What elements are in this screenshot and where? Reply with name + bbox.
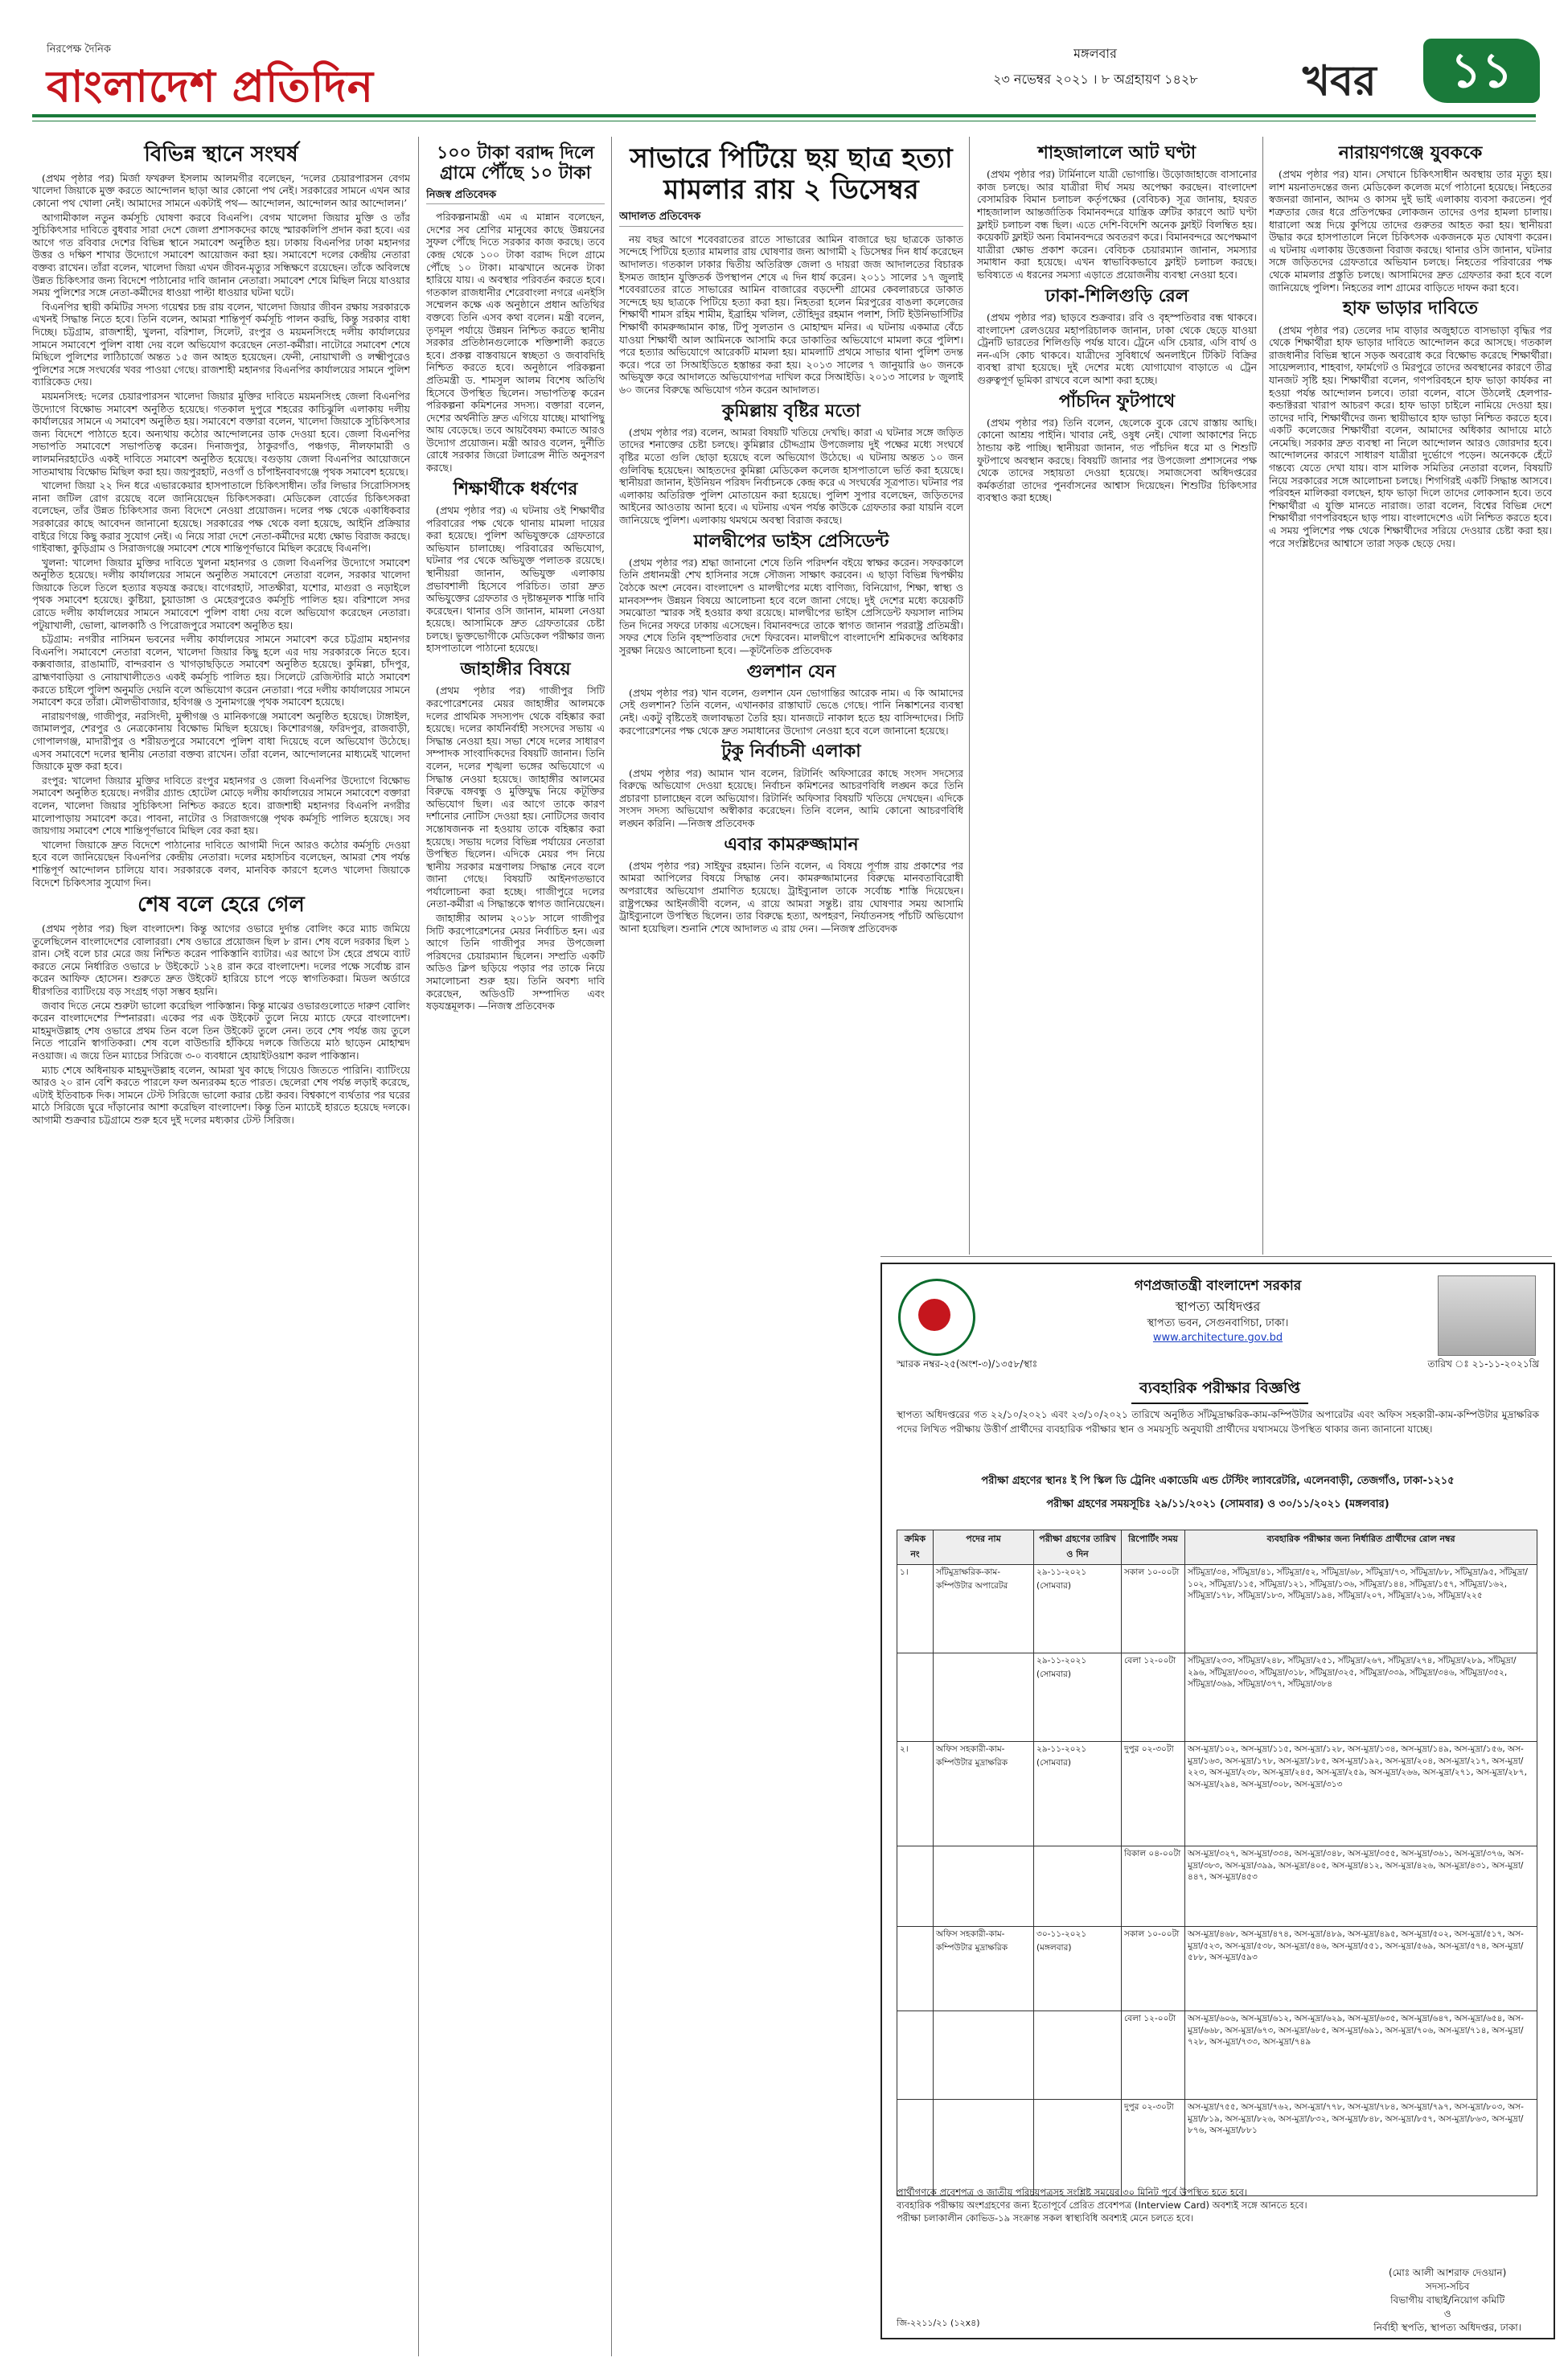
article-text: নারায়ণগঞ্জ, গাজীপুর, নরসিংদী, মুন্সীগঞ্জ ও মানিকগঞ্জে সমাবেশ অনুষ্ঠিত হয়েছে। টাঙ্গাইল, জামালপুর, শেরপুর ও নেত্রকোনায় বিক্ষোভ মিছিল হয়েছে। কিশোরগঞ্জ, ফরিদপুর, রাজবাড়ী, গোপালগঞ্জ, মাদারীপুর ও শরীয়তপুরে সমাবেশে পুলিশ বাধা দিয়েছে বলে অভিযোগ উঠেছে। এসব সমাবেশে দলের স্থানীয় নেতারা বক্তব্য রাখেন। তাঁরা বলেন, আন্দোলনের মাধ্যমেই খালেদা জিয়াকে মুক্ত করা হবে। [32,709,410,773]
article-text: (প্রথম পৃষ্ঠার পর) ছাড়বে শুক্রবার। রবি ও বৃহস্পতিবার বন্ধ থাকবে। বাংলাদেশ রেলওয়ের মহাপরিচালক জানান, ঢাকা থেকে ছেড়ে যাওয়া ট্রেনটি ভারতের শিলিগুড়ি পর্যন্ত যাবে। ট্রেনে এসি চেয়ার, এসি বার্থ ও নন-এসি কোচ থাকবে। যাত্রীদের সুবিধার্থে অনলাইনে টিকিট বিক্রির ব্যবস্থা রাখা হয়েছে। দুই দেশের মধ্যে যোগাযোগ বাড়াতে এ ট্রেন গুরুত্বপূর্ণ ভূমিকা রাখবে বলে আশা করা হচ্ছে। [977,310,1257,386]
article-text: পরিকল্পনামন্ত্রী এম এ মান্নান বলেছেন, দেশের সব শ্রেণির মানুষের কাছে উন্নয়নের সুফল পৌঁছে দিতে সরকার কাজ করছে। তবে কেন্দ্র থেকে ১০০ টাকা বরাদ্দ দিলে গ্রামে পৌঁছে ১০ টাকা। মাঝখানে অনেক টাকা হারিয়ে যায়। এ অবস্থার পরিবর্তন করতে হবে। গতকাল রাজধানীর শেরেবাংলা নগরে এনইসি সম্মেলন কক্ষে এক অনুষ্ঠানে প্রধান অতিথির বক্তব্যে তিনি এসব কথা বলেন। মন্ত্রী বলেন, তৃণমূল পর্যায়ে উন্নয়ন নিশ্চিত করতে স্থানীয় সরকার প্রতিষ্ঠানগুলোকে শক্তিশালী করতে হবে। প্রকল্প বাস্তবায়নে স্বচ্ছতা ও জবাবদিহি নিশ্চিত করতে হবে। অনুষ্ঠানে পরিকল্পনা প্রতিমন্ত্রী ড. শামসুল আলম বিশেষ অতিথি হিসেবে উপস্থিত ছিলেন। সভাপতিত্ব করেন পরিকল্পনা কমিশনের সদস্য। বক্তারা বলেন, দেশের অর্থনীতি দ্রুত এগিয়ে যাচ্ছে। মাথাপিছু আয় বেড়েছে। তবে আয়বৈষম্য কমাতে আরও উদ্যোগ প্রয়োজন। মন্ত্রী আরও বলেন, দুর্নীতি রোধে সরকার জিরো টলারেন্স নীতি অনুসরণ করছে। [426,211,605,474]
headline: শিক্ষার্থীকে ধর্ষণের [453,478,578,499]
notice-notes [897,2186,1539,2224]
table-header: পরীক্ষা গ্রহণের তারিখ ও দিন [1034,1530,1122,1565]
article-text: (প্রথম পৃষ্ঠার পর) বলেন, আমরা বিষয়টি খতিয়ে দেখছি। কারা এ ঘটনার সঙ্গে জড়িত তাদের শনাক্তের চেষ্টা চলছে। কুমিল্লার চৌদ্দগ্রাম উপজেলায় দুই পক্ষের মধ্যে সংঘর্ষে বৃষ্টির মতো গুলি ছোড়া হয়েছে বলে অভিযোগ উঠেছে। এ ঘটনায় অন্তত ১০ জন গুলিবিদ্ধ হয়েছেন। আহতদের কুমিল্লা মেডিকেল কলেজ হাসপাতালে ভর্তি করা হয়েছে। স্থানীয়রা জানান, ইউনিয়ন পরিষদ নির্বাচনকে কেন্দ্র করে এ সংঘর্ষের সূত্রপাত। ঘটনার পর এলাকায় অতিরিক্ত পুলিশ মোতায়েন করা হয়েছে। পুলিশ সুপার বলেছেন, জড়িতদের আইনের আওতায় আনা হবে। এ ঘটনায় এখন পর্যন্ত কাউকে গ্রেফতার করা যায়নি বলে জানিয়েছে পুলিশ। এলাকায় থমথমে অবস্থা বিরাজ করছে। [619,425,963,526]
serial [897,1653,934,1742]
table-row [897,2100,1537,2196]
table-row [897,1565,1537,1653]
reporting-time: বিকাল ০৪-০০টা [1122,1846,1185,1927]
roll-numbers: অস-মুদ্রা/৪৬৮, অস-মুদ্রা/৪৭৪, অস-মুদ্রা/৪৮৯, অস-মুদ্রা/৪৯৫, অস-মুদ্রা/৫০২, অস-মুদ্রা/৫১৭, অস-মুদ্রা/৫২৩, অস-মুদ্রা/৫৩৮, অস-মুদ্রা/৫৪৬, অস-মুদ্রা/৫৫১, অস-মুদ্রা/৫৬৯, অস-মুদ্রা/৫৭৪, অস-মুদ্রা/৫৮৮, অস-মুদ্রা/৫৯৩ [1185,1927,1537,2011]
byline: নিজস্ব প্রতিবেদক [426,189,605,205]
headline: নারায়ণগঞ্জে যুবককে [1338,142,1483,163]
date-line: ২৩ নভেম্বর ২০২১ । ৮ অগ্রহায়ণ ১৪২৮ [993,72,1198,87]
table-header: ক্রমিক নং [897,1530,934,1565]
roll-numbers: অস-মুদ্রা/৩২৭, অস-মুদ্রা/৩৩৪, অস-মুদ্রা/৩৪৮, অস-মুদ্রা/৩৫৫, অস-মুদ্রা/৩৬১, অস-মুদ্রা/৩৭৬, অস-মুদ্রা/৩৮৩, অস-মুদ্রা/৩৯৯, অস-মুদ্রা/৪০৫, অস-মুদ্রা/৪১২, অস-মুদ্রা/৪২৬, অস-মুদ্রা/৪৩১, অস-মুদ্রা/৪৪৭, অস-মুদ্রা/৪৫৩ [1185,1846,1537,1927]
article-text: জবাব দিতে নেমে শুরুটা ভালো করেছিল পাকিস্তান। কিন্তু মাঝের ওভারগুলোতে দারুণ বোলিং করেন বাংলাদেশের স্পিনাররা। একের পর এক উইকেট তুলে নিয়ে ম্যাচে ফেরে বাংলাদেশ। মাহমুদউল্লাহ শেষ ওভারে প্রথম তিন বলে তিন উইকেট তুলে নেন। তবে শেষ পর্যন্ত জয় তুলে নিতে পারেনি স্বাগতিকরা। শেষ বলে বাউন্ডারি হাঁকিয়ে দলকে জিতিয়ে মাঠ ছাড়েন মোহাম্মদ নওয়াজ। এ জয়ে তিন ম্যাচের সিরিজে ৩-০ ব্যবধানে হোয়াইটওয়াশ করল পাকিস্তান। [32,999,410,1062]
signatory-office: নির্বাহী স্থপতি, স্থাপত্য অধিদপ্তর, ঢাকা। [1373,2322,1521,2333]
article-column-1 [32,138,410,2348]
article-text: জাহাঙ্গীর আলম ২০১৮ সালে গাজীপুর সিটি করপোরেশনের মেয়র নির্বাচিত হন। এর আগে তিনি গাজীপুর সদর উপজেলা পরিষদের চেয়ারম্যান ছিলেন। সম্প্রতি একটি অডিও ক্লিপ ছড়িয়ে পড়ার পর তাকে নিয়ে সমালোচনা শুরু হয়। তিনি অবশ্য দাবি করেছেন, অডিওটি সম্পাদিত এবং ষড়যন্ত্রমূলক। —নিজস্ব প্রতিবেদক [426,912,605,1012]
article-text: (প্রথম পৃষ্ঠার পর) খান বলেন, গুলশান যেন ভোগান্তির আরেক নাম। এ কি আমাদের সেই গুলশান? তিনি বলেন, এখানকার রাস্তাঘাট ভেঙে গেছে। পানি নিষ্কাশনের ব্যবস্থা নেই। একটু বৃষ্টিতেই জলাবদ্ধতা তৈরি হয়। যানজটে নাকাল হতে হয় বাসিন্দাদের। সিটি করপোরেশনের পক্ষ থেকে দ্রুত সমাধানের উদ্যোগ নেওয়া হবে বলে জানানো হয়েছে। [619,686,963,737]
article-text: (প্রথম পৃষ্ঠার পর) তেলের দাম বাড়ার অজুহাতে বাসভাড়া বৃদ্ধির পর থেকে শিক্ষার্থীরা হাফ ভাড়ার দাবিতে আন্দোলন করে আসছে। গতকাল রাজধানীর বিভিন্ন স্থানে সড়ক অবরোধ করে বিক্ষোভ করেছে শিক্ষার্থীরা। সায়েন্সল্যাব, শাহবাগ, ফার্মগেট ও মিরপুরে তাদের অবস্থানের কারণে তীব্র যানজট সৃষ্টি হয়। শিক্ষার্থীরা বলেন, গণপরিবহনে হাফ ভাড়া কার্যকর না হওয়া পর্যন্ত আন্দোলন চলবে। তারা বলেন, বাসে উঠলেই হেলপার-কন্ডাক্টররা খারাপ আচরণ করে। হাফ ভাড়া চাইলে নামিয়ে দেওয়া হয়। তাদের দাবি, শিক্ষার্থীদের জন্য স্থায়ীভাবে হাফ ভাড়া নিশ্চিত করতে হবে। একটি কলেজের শিক্ষার্থীরা বলেন, আমাদের অধিকার আদায়ে মাঠে নেমেছি। সরকার দ্রুত ব্যবস্থা না নিলে আন্দোলন আরও জোরদার হবে। আন্দোলনের কারণে সাধারণ যাত্রীরা দুর্ভোগে পড়েন। অনেককে হেঁটে গন্তব্যে যেতে দেখা যায়। বাস মালিক সমিতির নেতারা বলেন, বিষয়টি নিয়ে সরকারের সঙ্গে আলোচনা চলছে। শিগগিরই একটি সিদ্ধান্ত আসবে। পরিবহন মালিকরা বলছেন, হাফ ভাড়া দিলে তাদের লোকসান হবে। তবে শিক্ষার্থীরা এ যুক্তি মানতে নারাজ। তারা বলেন, বিশ্বের বিভিন্ন দেশে শিক্ষার্থীরা গণপরিবহনে ছাড় পায়। বাংলাদেশেও এটা নিশ্চিত করতে হবে। এ সময় পুলিশের পক্ষ থেকে শিক্ষার্থীদের সরিয়ে দেওয়ার চেষ্টা করা হয়। পরে সংশ্লিষ্টদের আশ্বাসে তারা সড়ক ছেড়ে দেয়। [1269,323,1552,549]
table-header-row [897,1530,1537,1565]
byline: আদালত প্রতিবেদক [619,211,963,227]
section-title: খবর [1303,56,1377,105]
headline: গুলশান যেন [746,660,836,682]
signatory-committee: বিভাগীয় বাছাই/নিয়োগ কমিটি [1390,2294,1505,2306]
article-text: (প্রথম পৃষ্ঠার পর) শ্রদ্ধা জানানো শেষে তিনি পরিদর্শন বইয়ে স্বাক্ষর করেন। সফরকালে তিনি প্রধানমন্ত্রী শেখ হাসিনার সঙ্গে সৌজন্য সাক্ষাৎ করবেন। এ ছাড়া বিভিন্ন দ্বিপক্ষীয় বৈঠকে অংশ নেবেন। বাংলাদেশ ও মালদ্বীপের মধ্যে বাণিজ্য, বিনিয়োগ, শিক্ষা, স্বাস্থ্য ও মানবসম্পদ উন্নয়ন বিষয়ে আলোচনা হবে বলে জানা গেছে। দুই দেশের মধ্যে কয়েকটি সমঝোতা স্মারক সই হওয়ার কথা রয়েছে। মালদ্বীপের ভাইস প্রেসিডেন্ট ফয়সাল নাসিম তিন দিনের সফরে ঢাকায় এসেছেন। বিমানবন্দরে তাকে স্বাগত জানান পররাষ্ট্র প্রতিমন্ত্রী। সফর শেষে তিনি বৃহস্পতিবার দেশে ফিরবেন। মালদ্বীপে বাংলাদেশি শ্রমিকদের অধিকার সুরক্ষা নিয়েও আলোচনা হবে। —কূটনৈতিক প্রতিবেদক [619,556,963,656]
exam-venue: পরীক্ষা গ্রহণের স্থানঃ ই পি স্কিল ডি ট্রেনিং একাডেমি এন্ড টেস্টিং ল্যাবরেটরি, এলেনবাড়ী, তেজগাঁও, ঢাকা-১২১৫ [981,1475,1455,1487]
table-row [897,1742,1537,1846]
article-text: (প্রথম পৃষ্ঠার পর) সাইফুর রহমান। তিনি বলেন, এ বিষয়ে পূর্ণাঙ্গ রায় প্রকাশের পর আমরা আপিলের বিষয়ে সিদ্ধান্ত নেব। কামরুজ্জামানের বিরুদ্ধে মানবতাবিরোধী অপরাধের অভিযোগ প্রমাণিত হয়েছে। ট্রাইব্যুনাল তাকে সর্বোচ্চ শাস্তি দিয়েছেন। রাষ্ট্রপক্ষের আইনজীবী বলেন, এ রায়ে আমরা সন্তুষ্ট। রায় ঘোষণার সময় আসামি ট্রাইব্যুনালে উপস্থিত ছিলেন। তার বিরুদ্ধে হত্যা, অপহরণ, নির্যাতনসহ পাঁচটি অভিযোগ আনা হয়েছিল। শুনানি শেষে আদালত এ রায় দেন। —নিজস্ব প্রতিবেদক [619,859,963,934]
exam-date: ৩০-১১-২০২১ (মঙ্গলবার) [1034,1927,1122,2011]
roll-numbers: অস-মুদ্রা/৬০৬, অস-মুদ্রা/৬১২, অস-মুদ্রা/৬২৯, অস-মুদ্রা/৬৩৫, অস-মুদ্রা/৬৪৭, অস-মুদ্রা/৬৫৪, অস-মুদ্রা/৬৬৮, অস-মুদ্রা/৬৭৩, অস-মুদ্রা/৬৮৫, অস-মুদ্রা/৬৯১, অস-মুদ্রা/৭০৬, অস-মুদ্রা/৭১৪, অস-মুদ্রা/৭২৮, অস-মুদ্রা/৭৩৩, অস-মুদ্রা/৭৪৯ [1185,2011,1537,2100]
headline: সাভারে পিটিয়ে ছয় ছাত্র হত্যা মামলার রায় ২ ডিসেম্বর [630,142,953,207]
roll-numbers: সাঁটমুদ্রা/৩৪, সাঁটমুদ্রা/৪১, সাঁটমুদ্রা/৫২, সাঁটমুদ্রা/৬৮, সাঁটমুদ্রা/৭৩, সাঁটমুদ্রা/৮৮, সাঁটমুদ্রা/৯৫, সাঁটমুদ্রা/১০২, সাঁটমুদ্রা/১১৫, সাঁটমুদ্রা/১২১, সাঁটমুদ্রা/১৩৬, সাঁটমুদ্রা/১৪৪, সাঁটমুদ্রা/১৫৭, সাঁটমুদ্রা/১৬২, সাঁটমুদ্রা/১৭৮, সাঁটমুদ্রা/১৮৩, সাঁটমুদ্রা/১৯৪, সাঁটমুদ্রা/২০৭, সাঁটমুদ্রা/২১৬, সাঁটমুদ্রা/২২৫ [1185,1565,1537,1653]
serial: ২। [897,1742,934,1846]
logo-tagline: নিরপেক্ষ দৈনিক [47,43,112,55]
note-item: প্রার্থীগণকে প্রবেশপত্র ও জাতীয় পরিচয়পত্রসহ সংশ্লিষ্ট সময়ের ৩০ মিনিট পূর্বে উপস্থিত হতে হবে। [897,2187,1248,2198]
table-row [897,1846,1537,1927]
post-name [934,2011,1034,2100]
article-text: (প্রথম পৃষ্ঠার পর) ছিল বাংলাদেশ। কিন্তু আগের ওভারে দুর্দান্ত বোলিং করে ম্যাচ জমিয়ে তুলেছিলেন বাংলাদেশের বোলাররা। শেষ ওভারে প্রয়োজন ছিল ৮ রান। শেষ বলে দরকার ছিল ১ রান। সেই বলে চার মেরে জয় নিশ্চিত করেন পাকিস্তানি ব্যাটার। এর আগে টস হেরে প্রথমে ব্যাট করতে নেমে নির্ধারিত ওভারে ৮ উইকেটে ১২৪ রান করে বাংলাদেশ। দলের পক্ষে সর্বোচ্চ রান করেন আফিফ হোসেন। শুরুতে দ্রুত উইকেট হারিয়ে চাপে পড়ে স্বাগতিকরা। মিডল অর্ডারে ধীরগতির ব্যাটিংয়ে বড় সংগ্রহ গড়া সম্ভব হয়নি। [32,922,410,997]
article-text: বিএনপির স্থায়ী কমিটির সদস্য গয়েশ্বর চন্দ্র রায় বলেন, খালেদা জিয়ার জীবন রক্ষায় সরকারকে এখনই সিদ্ধান্ত নিতে হবে। তিনি বলেন, আমরা শান্তিপূর্ণ কর্মসূচি পালন করছি, কিন্তু সরকার বাধা দিচ্ছে। চট্টগ্রাম, রাজশাহী, খুলনা, বরিশাল, সিলেট, রংপুর ও ময়মনসিংহে দলীয় কার্যালয়ের সামনে সমাবেশে পুলিশ বাধা দেয় বলে অভিযোগ করেছেন নেতা-কর্মীরা। নাটোরে সমাবেশ শেষে মিছিলে পুলিশের লাঠিচার্জে অন্তত ১৫ জন আহত হয়েছেন। ফেনী, নোয়াখালী ও লক্ষ্মীপুরেও পুলিশের সঙ্গে সংঘর্ষের খবর পাওয়া গেছে। রাজশাহী মহানগর বিএনপির কার্যালয়ের সামনে পুলিশ ব্যারিকেড দেয়। [32,300,410,388]
article-text: আগামীকাল নতুন কর্মসূচি ঘোষণা করবে বিএনপি। বেগম খালেদা জিয়ার মুক্তি ও তাঁর সুচিকিৎসার দাবিতে বুধবার সারা দেশে জেলা প্রশাসকদের কাছে স্মারকলিপি প্রদান করা হবে। এর আগে গত রবিবার দেশের বিভিন্ন স্থানে সমাবেশ অনুষ্ঠিত হয়। ঢাকায় বিএনপির ঢাকা মহানগর উত্তর ও দক্ষিণ শাখার উদ্যোগে সমাবেশ আয়োজন করা হয়। সমাবেশে দলের কেন্দ্রীয় নেতারা বক্তব্য রাখেন। তাঁরা বলেন, খালেদা জিয়া এখন জীবন-মৃত্যুর সন্ধিক্ষণে রয়েছেন। তাঁকে অবিলম্বে উন্নত চিকিৎসার জন্য বিদেশে পাঠানোর দাবি জানান নেতারা। সমাবেশ শেষে মিছিল নিয়ে যাওয়ার সময় পুলিশের সঙ্গে নেতা-কর্মীদের ধাওয়া পাল্টা ধাওয়ার ঘটনা ঘটে। [32,211,410,299]
table-header: ব্যবহারিক পরীক্ষার জন্য নির্ধারিত প্রার্থীদের রোল নম্বর [1185,1530,1537,1565]
roll-numbers: অস-মুদ্রা/১০২, অস-মুদ্রা/১১৫, অস-মুদ্রা/১২৮, অস-মুদ্রা/১৩৪, অস-মুদ্রা/১৪৯, অস-মুদ্রা/১৫৬, অস-মুদ্রা/১৬৩, অস-মুদ্রা/১৭৮, অস-মুদ্রা/১৮৫, অস-মুদ্রা/১৯২, অস-মুদ্রা/২০৪, অস-মুদ্রা/২১৭, অস-মুদ্রা/২২৩, অস-মুদ্রা/২৩৮, অস-মুদ্রা/২৪৫, অস-মুদ্রা/২৫৯, অস-মুদ্রা/২৬৬, অস-মুদ্রা/২৭১, অস-মুদ্রা/২৮৭, অস-মুদ্রা/২৯৪, অস-মুদ্রা/৩০৮, অস-মুদ্রা/৩১৩ [1185,1742,1537,1846]
serial [897,1927,934,2011]
serial [897,1846,934,1927]
article-text: খুলনা: খালেদা জিয়ার মুক্তির দাবিতে খুলনা মহানগর ও জেলা বিএনপির উদ্যোগে সমাবেশ অনুষ্ঠিত হয়েছে। দলীয় কার্যালয়ের সামনে অনুষ্ঠিত সমাবেশে নেতারা বলেন, সরকার খালেদা জিয়াকে তিলে তিলে হত্যার ষড়যন্ত্র করছে। বাগেরহাট, সাতক্ষীরা, যশোর, মাগুরা ও নড়াইলে পৃথক সমাবেশ হয়েছে। কুষ্টিয়া, চুয়াডাঙ্গা ও মেহেরপুরেও কর্মসূচি পালিত হয়। বরিশালে সদর রোডে দলীয় কার্যালয়ের সামনে সমাবেশে পুলিশ বাধা দেয় বলে অভিযোগ করেছেন নেতারা। পটুয়াখালী, ভোলা, ঝালকাঠি ও পিরোজপুরে সমাবেশ অনুষ্ঠিত হয়। [32,556,410,631]
headline: এবার কামরুজ্জামান [724,833,859,855]
government-notice [880,1263,1555,2339]
article-text: নয় বছর আগে শবেবরাতের রাতে সাভারের আমিন বাজারে ছয় ছাত্রকে ডাকাত সন্দেহে পিটিয়ে হত্যার মামলার রায় ঘোষণার জন্য আগামী ২ ডিসেম্বর দিন ধার্য করেছেন আদালত। গতকাল ঢাকার দ্বিতীয় অতিরিক্ত জেলা ও দায়রা জজ আদালতের বিচারক ইসমত জাহান যুক্তিতর্ক উপস্থাপন শেষে এ দিন ধার্য করেন। ২০১১ সালের ১৭ জুলাই শবেবরাতের রাতে সাভারের আমিন বাজারের বড়দেশী গ্রামের কেবলারচরে ডাকাত সন্দেহে ছয় ছাত্রকে পিটিয়ে হত্যা করা হয়। নিহতরা হলেন মিরপুরের বাঙলা কলেজের শিক্ষার্থী শামস রহিম শামীম, ইব্রাহিম খলিল, তৌহিদুর রহমান পলাশ, সিটি ইউনিভার্সিটির শিক্ষার্থী কামরুজ্জামান কান্ত, টিপু সুলতান ও মোহাম্মদ মনির। এ ঘটনায় একমাত্র বেঁচে যাওয়া শিক্ষার্থী আল আমিনকে আসামি করে ডাকাতির অভিযোগে মামলা করে পুলিশ। পরে হত্যার অভিযোগে আরেকটি মামলা হয়। মামলাটি প্রথমে সাভার থানা পুলিশ তদন্ত করে। পরে তা সিআইডিতে হস্তান্তর করা হয়। ২০১৩ সালের ৭ জানুয়ারি ৬০ জনকে অভিযুক্ত করে আদালতে অভিযোগপত্র দাখিল করে সিআইডি। ২০১৩ সালের ৮ জুলাই ৬০ জনের বিরুদ্ধে অভিযোগ গঠন করেন আদালত। [619,232,963,396]
weekday: মঙ্গলবার [1073,46,1117,61]
headline: ঢাকা-শিলিগুড়ি রেল [1045,285,1189,306]
notice-department: স্থাপত্য অধিদপ্তর [1175,1299,1261,1314]
newspaper-logo: বাংলাদেশ প্রতিদিন [47,60,374,112]
post-name: অফিস সহকারী-কাম-কম্পিউটার মুদ্রাক্ষরিক [934,1927,1034,2011]
reporting-time: বেলা ১২-০০টা [1122,2011,1185,2100]
post-name: সাঁটমুদ্রাক্ষরিক-কাম-কম্পিউটার অপারেটর [934,1565,1034,1653]
post-name [934,1846,1034,1927]
headline: মালদ্বীপের ভাইস প্রেসিডেন্ট [693,530,889,552]
notice-website-link[interactable]: www.architecture.gov.bd [1152,1332,1283,1344]
column-divider [418,137,419,2356]
headline: ১০০ টাকা বরাদ্দ দিলে গ্রামে পৌঁছে ১০ টাকা [436,142,595,184]
article-column-2 [426,138,605,2348]
post-name [934,2100,1034,2196]
article-text: (প্রথম পৃষ্ঠার পর) তিনি বলেন, ছেলেকে বুকে রেখে রাস্তায় আছি। কোনো আশ্রয় পাইনি। খাবার নেই, ওষুধ নেই। খোলা আকাশের নিচে ঠান্ডায় কষ্ট পাচ্ছি। স্থানীয়রা জানান, গত পাঁচদিন ধরে মা ও শিশুটি ফুটপাথে অবস্থান করছে। বিষয়টি জানার পর উপজেলা প্রশাসনের পক্ষ থেকে তাদের সহায়তা দেওয়া হয়েছে। সমাজসেবা অধিদপ্তরের কর্মকর্তারা তাদের পুনর্বাসনের আশ্বাস দিয়েছেন। শিশুটির চিকিৎসার ব্যবস্থাও করা হচ্ছে। [977,416,1257,504]
notice-body: স্থাপত্য অধিদপ্তরের গত ২২/১০/২০২১ এবং ২৩/১০/২০২১ তারিখে অনুষ্ঠিত সাঁটমুদ্রাক্ষরিক-কাম-কম্পিউটার অপারেটর এবং অফিস সহকারী-কাম-কম্পিউটার মুদ্রাক্ষরিক পদের লিখিত পরীক্ষায় উত্তীর্ণ প্রার্থীদের ব্যবহারিক পরীক্ষার স্থান ও সময়সূচি অনুযায়ী প্রার্থীদের যথাসময়ে উপস্থিত থাকার জন্য জানানো যাচ্ছে। [897,1409,1539,1435]
roll-numbers: সাঁটমুদ্রা/২৩৩, সাঁটমুদ্রা/২৪৮, সাঁটমুদ্রা/২৫১, সাঁটমুদ্রা/২৬৭, সাঁটমুদ্রা/২৭৪, সাঁটমুদ্রা/২৮৯, সাঁটমুদ্রা/২৯৬, সাঁটমুদ্রা/৩০৩, সাঁটমুদ্রা/৩১৮, সাঁটমুদ্রা/৩২৫, সাঁটমুদ্রা/৩৩৯, সাঁটমুদ্রা/৩৪৬, সাঁটমুদ্রা/৩৫২, সাঁটমুদ্রা/৩৬৯, সাঁটমুদ্রা/৩৭৭, সাঁটমুদ্রা/৩৮৪ [1185,1653,1537,1742]
roll-numbers: অস-মুদ্রা/৭৫৫, অস-মুদ্রা/৭৬২, অস-মুদ্রা/৭৭৮, অস-মুদ্রা/৭৮৪, অস-মুদ্রা/৭৯৭, অস-মুদ্রা/৮০৩, অস-মুদ্রা/৮১৯, অস-মুদ্রা/৮২৬, অস-মুদ্রা/৮৩২, অস-মুদ্রা/৮৪৮, অস-মুদ্রা/৮৫৭, অস-মুদ্রা/৮৬৩, অস-মুদ্রা/৮৭৬, অস-মুদ্রা/৮৮১ [1185,2100,1537,2196]
reporting-time: সকাল ১০-০০টা [1122,1927,1185,2011]
serial [897,2011,934,2100]
article-lead: (প্রথম পৃষ্ঠার পর) মির্জা ফখরুল ইসলাম আলমগীর বলেছেন, ‘দলের চেয়ারপারসন বেগম খালেদা জিয়াকে মুক্ত করতে আন্দোলন ছাড়া আর কোনো পথ নেই। সরকারের সামনে এখন আর কোনো পথ খোলা নেই। আমাদের সামনে একটাই পথ— আন্দোলন, আন্দোলন আর আন্দোলন।’ [32,171,410,210]
article-column-4 [977,138,1257,1248]
headline: কুমিল্লায় বৃষ্টির মতো [722,400,860,421]
post-name [934,1653,1034,1742]
article-text: (প্রথম পৃষ্ঠার পর) গাজীপুর সিটি করপোরেশনের মেয়র জাহাঙ্গীর আলমকে দলের প্রাথমিক সদস্যপদ থেকে বহিষ্কার করা হয়েছে। দলের কার্যনির্বাহী সংসদের সভায় এ সিদ্ধান্ত নেওয়া হয়। সভা শেষে দলের সাধারণ সম্পাদক সাংবাদিকদের বিষয়টি জানান। তিনি বলেন, দলের শৃঙ্খলা ভঙ্গের অভিযোগে এ সিদ্ধান্ত নেওয়া হয়েছে। জাহাঙ্গীর আলমের বিরুদ্ধে বঙ্গবন্ধু ও মুক্তিযুদ্ধ নিয়ে কটূক্তির অভিযোগ ছিল। এর আগে তাকে কারণ দর্শানোর নোটিস দেওয়া হয়। নোটিসের জবাব সন্তোষজনক না হওয়ায় তাকে বহিষ্কার করা হয়েছে। সভায় দলের বিভিন্ন পর্যায়ের নেতারা উপস্থিত ছিলেন। এদিকে মেয়র পদ নিয়ে স্থানীয় সরকার মন্ত্রণালয় সিদ্ধান্ত নেবে বলে জানা গেছে। বিষয়টি আইনগতভাবে পর্যালোচনা করা হচ্ছে। গাজীপুরে দলের নেতা-কর্মীরা এ সিদ্ধান্তকে স্বাগত জানিয়েছেন। [426,684,605,910]
table-header: পদের নাম [934,1530,1034,1565]
table-row [897,1927,1537,2011]
article-text: (প্রথম পৃষ্ঠার পর) যান। সেখানে চিকিৎসাধীন অবস্থায় তার মৃত্যু হয়। লাশ ময়নাতদন্তের জন্য মেডিকেল কলেজ মর্গে পাঠানো হয়েছে। নিহতের স্বজনরা জানান, আদম ও কাসম দুই ভাই এলাকায় ব্যবসা করতেন। পূর্ব শত্রুতার জের ধরে প্রতিপক্ষের লোকজন তাদের ওপর হামলা চালায়। ধারালো অস্ত্র দিয়ে কুপিয়ে তাদের গুরুতর আহত করা হয়। স্থানীয়রা উদ্ধার করে হাসপাতালে নিলে চিকিৎসক একজনকে মৃত ঘোষণা করেন। এ ঘটনায় এলাকায় উত্তেজনা বিরাজ করছে। থানার ওসি জানান, ঘটনার সঙ্গে জড়িতদের গ্রেফতারে অভিযান চলছে। নিহতের পরিবারের পক্ষ থেকে মামলার প্রস্তুতি চলছে। আসামিদের দ্রুত গ্রেফতার করা হবে বলে জানিয়েছে পুলিশ। নিহতের লাশ গ্রামের বাড়িতে দাফন করা হবে। [1269,168,1552,294]
headline: শেষ বলে হেরে গেল [138,893,305,918]
exam-date [1034,1846,1122,1927]
exam-date: ২৯-১১-২০২১ (সোমবার) [1034,1653,1122,1742]
article-text: চট্টগ্রাম: নগরীর নাসিমন ভবনের দলীয় কার্যালয়ের সামনে সমাবেশ করে চট্টগ্রাম মহানগর বিএনপি। সমাবেশে নেতারা বলেন, খালেদা জিয়ার কিছু হলে এর দায় সরকারকে নিতে হবে। কক্সবাজার, রাঙামাটি, বান্দরবান ও খাগড়াছড়িতে সমাবেশ অনুষ্ঠিত হয়েছে। কুমিল্লা, চাঁদপুর, ব্রাহ্মণবাড়িয়া ও নোয়াখালীতেও একই কর্মসূচি পালিত হয়। সিলেটে রেজিস্টারি মাঠে সমাবেশ করতে চাইলে পুলিশ অনুমতি দেয়নি বলে অভিযোগ করেন নেতারা। পরে দলীয় কার্যালয়ের সামনে সমাবেশ করে তাঁরা। মৌলভীবাজার, হবিগঞ্জ ও সুনামগঞ্জে পৃথক সমাবেশ হয়েছে। [32,633,410,709]
exam-schedule: পরীক্ষা গ্রহণের সময়সূচিঃ ২৯/১১/২০২১ (সোমবার) ও ৩০/১১/২০২১ (মঙ্গলবার) [1046,1498,1389,1510]
article-text: খালেদা জিয়া ২২ দিন ধরে এভারকেয়ার হাসপাতালে চিকিৎসাধীন। তাঁর লিভার সিরোসিসসহ নানা জটিল রোগ রয়েছে বলে জানিয়েছেন চিকিৎসকরা। মেডিকেল বোর্ডের চিকিৎসকরা বলেছেন, তাঁর উন্নত চিকিৎসার জন্য বিদেশে নেওয়া প্রয়োজন। দলের পক্ষ থেকে একাধিকবার সরকারের কাছে আবেদন জানানো হয়েছে। সরকারের পক্ষ থেকে বলা হয়েছে, আইনি প্রক্রিয়ার বাইরে গিয়ে কিছু করার সুযোগ নেই। এ নিয়ে সারা দেশে নেতা-কর্মীদের মধ্যে ক্ষোভ বিরাজ করছে। গাইবান্ধা, কুড়িগ্রাম ও সিরাজগঞ্জে সমাবেশ শেষে শান্তিপূর্ণভাবে মিছিল করেছে বিএনপি। [32,479,410,555]
headline: জাহাঙ্গীর বিষয়ে [460,659,571,680]
headline: বিভিন্ন স্থানে সংঘর্ষ [144,142,298,166]
notice-address: স্থাপত্য ভবন, সেগুনবাগিচা, ঢাকা। [1147,1317,1289,1329]
headline: টুকু নির্বাচনী এলাকা [721,741,861,762]
reporting-time: সকাল ১০-০০টা [1122,1565,1185,1653]
article-text: (প্রথম পৃষ্ঠার পর) এ ঘটনায় ওই শিক্ষার্থীর পরিবারের পক্ষ থেকে থানায় মামলা দায়ের করা হয়েছে। পুলিশ অভিযুক্তকে গ্রেফতারে অভিযান চালাচ্ছে। পরিবারের অভিযোগ, ঘটনার পর থেকে অভিযুক্ত পলাতক রয়েছে। স্থানীয়রা জানান, অভিযুক্ত এলাকায় প্রভাবশালী হিসেবে পরিচিত। তারা দ্রুত অভিযুক্তের গ্রেফতার ও দৃষ্টান্তমূলক শাস্তি দাবি করেছেন। থানার ওসি জানান, মামলা নেওয়া হয়েছে। আসামিকে দ্রুত গ্রেফতারের চেষ্টা চলছে। ভুক্তভোগীকে মেডিকেল পরীক্ষার জন্য হাসপাতালে পাঠানো হয়েছে। [426,503,605,655]
post-name: অফিস সহকারী-কাম-কম্পিউটার মুদ্রাক্ষরিক [934,1742,1034,1846]
exam-date: ২৯-১১-২০২১ (সোমবার) [1034,1565,1122,1653]
note-item: পরীক্ষা চলাকালীন কোভিড-১৯ সংক্রান্ত সকল স্বাস্থ্যবিধি অবশ্যই মেনে চলতে হবে। [897,2212,1194,2224]
article-text: ময়মনসিংহ: দলের চেয়ারপারসন খালেদা জিয়ার মুক্তির দাবিতে ময়মনসিংহ জেলা বিএনপির উদ্যোগে বিক্ষোভ সমাবেশ অনুষ্ঠিত হয়েছে। গতকাল দুপুরে শহরের কাচিঝুলি এলাকায় দলীয় কার্যালয়ের সামনে এ সমাবেশ অনুষ্ঠিত হয়। সমাবেশে বক্তারা বলেন, খালেদা জিয়াকে সুচিকিৎসার জন্য বিদেশে পাঠাতে হবে। অন্যথায় কঠোর আন্দোলনের ডাক দেওয়া হবে। জেলা বিএনপির সভাপতি সমাবেশে সভাপতিত্ব করেন। দিনাজপুর, ঠাকুরগাঁও, পঞ্চগড়, নীলফামারী ও লালমনিরহাটেও একই দাবিতে সমাবেশ অনুষ্ঠিত হয়েছে। বগুড়ায় জেলা বিএনপির আয়োজনে সাতমাথায় বিক্ষোভ মিছিল করা হয়। জয়পুরহাট, নওগাঁ ও চাঁপাইনবাবগঞ্জে পৃথক সমাবেশ হয়েছে। [32,389,410,478]
exam-schedule-table [897,1530,1537,2196]
reporting-time: বেলা ১২-০০টা [1122,1653,1185,1742]
reporting-time: দুপুর ০২-৩০টা [1122,2100,1185,2196]
masthead [0,0,1568,121]
article-text: ম্যাচ শেষে অধিনায়ক মাহমুদউল্লাহ বলেন, আমরা খুব কাছে গিয়েও জিততে পারিনি। ব্যাটিংয়ে আরও ২০ রান বেশি করতে পারলে ফল অন্যরকম হতে পারত। ছেলেরা শেষ পর্যন্ত লড়াই করেছে, এটাই ইতিবাচক দিক। সামনে টেস্ট সিরিজে ভালো করার চেষ্টা করব। বিশ্বকাপে ব্যর্থতার পর ঘরের মাঠে সিরিজে ঘুরে দাঁড়ানোর আশা করেছিল বাংলাদেশ। কিন্তু তিন ম্যাচেই হারতে হয়েছে দলকে। আগামী শুক্রবার চট্টগ্রামে শুরু হবে দুই দলের মধ্যকার টেস্ট সিরিজ। [32,1063,410,1126]
serial: ১। [897,1565,934,1653]
notice-venue [897,1473,1539,1514]
exam-date [1034,2011,1122,2100]
headline: হাফ ভাড়ার দাবিতে [1342,298,1479,319]
headline: পাঁচদিন ফুটপাথে [1058,390,1176,412]
serial [897,2100,934,2196]
notice-title: ব্যবহারিক পরীক্ষার বিজ্ঞপ্তি [1131,1377,1308,1404]
notice-reference: স্মারক নম্বর-২৫(অংশ-৩)/১৩৫৮/স্থাঃ [897,1358,1038,1370]
notice-government: গণপ্রজাতন্ত্রী বাংলাদেশ সরকার [1134,1278,1302,1294]
headline: শাহজালালে আট ঘণ্টা [1037,142,1197,163]
column-divider [969,137,970,1255]
table-header: রিপোর্টিং সময় [1122,1530,1185,1565]
table-row [897,2011,1537,2100]
article-text: (প্রথম পৃষ্ঠার পর) টার্মিনালে যাত্রী ভোগান্তি। উড়োজাহাজে বাসানোর কাজ চলছে। আর যাত্রীরা দীর্ঘ সময় অপেক্ষা করছেন। বাংলাদেশ বেসামরিক বিমান চলাচল কর্তৃপক্ষের (বেবিচক) সূত্র জানায়, হযরত শাহজালাল আন্তর্জাতিক বিমানবন্দরে যান্ত্রিক ত্রুটির কারণে আট ঘণ্টা ফ্লাইট চলাচল বন্ধ ছিল। এতে দেশি-বিদেশি অনেক ফ্লাইট বিলম্বিত হয়। কয়েকটি ফ্লাইট অন্য বিমানবন্দরে অবতরণ করে। বিমানবন্দরে অপেক্ষমাণ যাত্রীরা ক্ষোভ প্রকাশ করেন। বেবিচক চেয়ারম্যান জানান, সমস্যার সমাধান করা হয়েছে। এখন স্বাভাবিকভাবে ফ্লাইট চলাচল করছে। ভবিষ্যতে এ ধরনের সমস্যা এড়াতে প্রয়োজনীয় ব্যবস্থা নেওয়া হবে। [977,168,1257,281]
article-text: খালেদা জিয়াকে দ্রুত বিদেশে পাঠানোর দাবিতে আগামী দিনে আরও কঠোর কর্মসূচি দেওয়া হবে বলে জানিয়েছেন বিএনপির কেন্দ্রীয় নেতারা। দলের মহাসচিব বলেছেন, আমরা শেষ পর্যন্ত শান্তিপূর্ণ আন্দোলন চালিয়ে যাব। সরকারকে বলব, মানবিক কারণে হলেও খালেদা জিয়াকে বিদেশে চিকিৎসার সুযোগ দিন। [32,838,410,889]
article-text: রংপুর: খালেদা জিয়ার মুক্তির দাবিতে রংপুর মহানগর ও জেলা বিএনপির উদ্যোগে বিক্ষোভ সমাবেশ অনুষ্ঠিত হয়েছে। নগরীর গ্র্যান্ড হোটেল মোড়ে দলীয় কার্যালয়ের সামনে সমাবেশে বক্তারা বলেন, খালেদা জিয়ার সুচিকিৎসা নিশ্চিত করতে হবে। রাজশাহী মহানগর বিএনপি নগরীর মালোপাড়ায় সমাবেশ করে। পাবনা, নাটোর ও সিরাজগঞ্জে পৃথক কর্মসূচি পালিত হয়েছে। সব জায়গায় সমাবেশ শেষে শান্তিপূর্ণভাবে মিছিল বের করা হয়। [32,774,410,837]
notice-signature-block [1373,2266,1521,2335]
signatory-and: ও [1443,2308,1451,2319]
notice-top-rule [880,1256,1552,1257]
notice-date: তারিখ ঃ ২১-১১-২০২১খ্রি [1427,1358,1539,1370]
masthead-rule [32,114,1536,117]
reporting-time: দুপুর ০২-৩০টা [1122,1742,1185,1846]
signatory-title: সদস্য-সচিব [1425,2281,1470,2292]
table-row [897,1653,1537,1742]
article-column-5 [1269,138,1552,1248]
column-divider [1262,137,1263,1255]
page-number: ১১ [1423,39,1540,103]
exam-date: ২৯-১১-২০২১ (সোমবার) [1034,1742,1122,1846]
notice-code: জি-২২১১/২১ (১২x৪) [897,2318,980,2328]
note-item: ব্যবহারিক পরীক্ষায় অংশগ্রহণের জন্য ইতোপূর্বে প্রেরিত প্রবেশপত্র (Interview Card) অবশ্যই সঙ্গে আনতে হবে। [897,2199,1307,2211]
article-text: (প্রথম পৃষ্ঠার পর) আমান খান বলেন, রিটার্নিং অফিসারের কাছে সংসদ সদস্যের বিরুদ্ধে অভিযোগ দেওয়া হয়েছে। নির্বাচন কমিশনের আচরণবিধি লঙ্ঘন করে তিনি প্রচারণা চালাচ্ছেন বলে অভিযোগ। রিটার্নিং অফিসার বিষয়টি খতিয়ে দেখছেন। এদিকে সংসদ সদস্য অভিযোগ অস্বীকার করেছেন। তিনি বলেন, আমি কোনো আচরণবিধি লঙ্ঘন করিনি। —নিজস্ব প্রতিবেদক [619,766,963,829]
signatory-name: (মোঃ আলী আশরাফ দেওয়ান) [1389,2267,1507,2278]
column-divider [611,137,612,2356]
exam-date [1034,2100,1122,2196]
